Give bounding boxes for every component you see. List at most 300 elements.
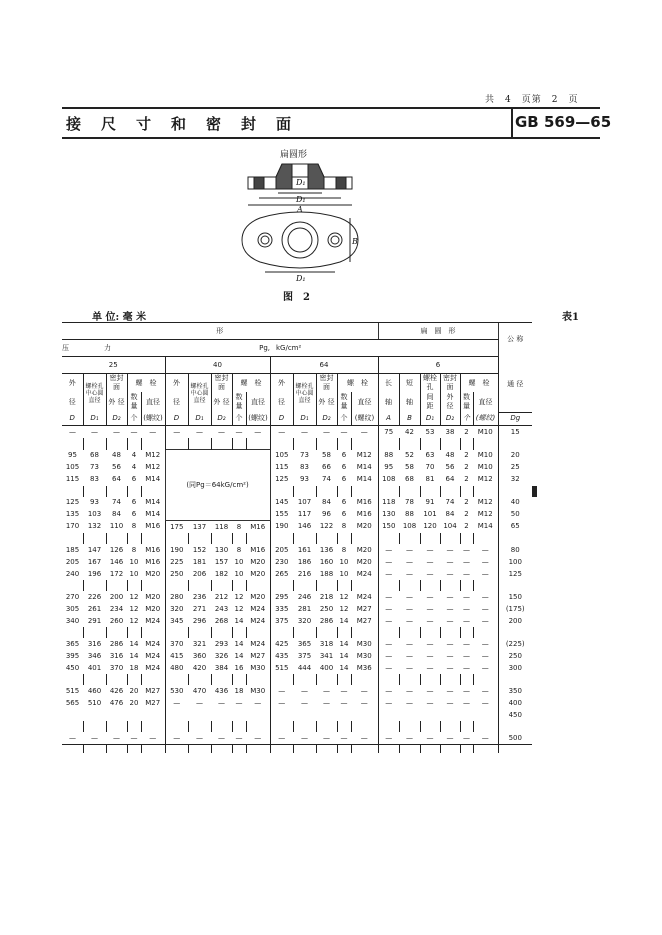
gap-cell xyxy=(473,721,498,732)
cell-p64-1: 93 xyxy=(300,475,309,483)
cell-p25-3: 18 xyxy=(129,663,139,672)
cell-p64-1: 444 xyxy=(297,663,312,672)
cell-p6-3: — xyxy=(446,733,454,742)
gap-cell xyxy=(141,721,165,732)
cell-p6-3: — xyxy=(446,604,454,613)
cell-p64-1: — xyxy=(301,686,308,695)
cell-p25-1: 291 xyxy=(87,616,102,625)
cell-p64-1: — xyxy=(301,427,308,436)
gap-cell xyxy=(420,580,440,591)
cell-p25-4: M14 xyxy=(145,498,161,506)
cell-p40-0: 480 xyxy=(165,662,188,674)
cell-p40-3: — xyxy=(235,427,243,436)
group-p6: 6 xyxy=(378,357,498,374)
cell-p40-1: 360 xyxy=(192,651,207,660)
cell-p40-1: — xyxy=(196,427,203,436)
gap-cell xyxy=(351,438,378,450)
cell-p40-4: — xyxy=(254,733,262,742)
gap-cell xyxy=(399,580,420,591)
cell-p6-1: 52 xyxy=(405,451,414,459)
cell-p6-3: — xyxy=(446,545,454,554)
cell-dg: 400 xyxy=(498,697,532,709)
cell-p25-0: 515 xyxy=(65,686,80,695)
cell-p64-1: 281 xyxy=(297,604,312,613)
cell-p6-3: — xyxy=(446,698,454,707)
gap-cell xyxy=(141,674,165,685)
cell-p64-1: 117 xyxy=(297,510,312,518)
cell-p25-4: M27 xyxy=(145,686,161,695)
cell-p6-1: — xyxy=(406,733,413,742)
gap-cell xyxy=(83,533,106,544)
col-bolts: 螺 栓 xyxy=(337,374,378,393)
cell-p25-0: 365 xyxy=(65,639,80,648)
cell-p40-4: M20 xyxy=(250,557,266,566)
col-bolt-dia: 直径 xyxy=(246,392,270,412)
table-end xyxy=(337,745,351,754)
cell-p6-5: — xyxy=(481,663,489,672)
table-end xyxy=(188,745,211,754)
cell-p64-2: 160 xyxy=(319,557,334,566)
col-outer-dia: 外 xyxy=(68,378,76,387)
table-number: 表1 xyxy=(562,312,579,323)
cell-p25-0: 185 xyxy=(65,545,80,554)
gap-cell xyxy=(316,486,337,497)
gap-cell xyxy=(188,580,211,591)
gap-cell xyxy=(62,721,83,732)
cell-p6-2: — xyxy=(426,733,434,742)
table-end xyxy=(127,745,141,754)
cell-p40-2: 243 xyxy=(214,604,229,613)
cell-p40-2: 157 xyxy=(214,557,229,566)
cell-p25-1: 261 xyxy=(87,604,102,613)
cell-p25-0: 305 xyxy=(65,604,80,613)
cell-p64-2: 74 xyxy=(322,475,331,483)
col-bolt-dia: 直径 xyxy=(141,392,165,412)
cell-p6-1 xyxy=(399,709,420,721)
cell-p6-1: 68 xyxy=(405,475,414,483)
cell-p25-4: M24 xyxy=(145,663,161,672)
gap-cell xyxy=(473,438,498,450)
cell-p6-3: 74 xyxy=(445,498,455,506)
cell-p64-3: 12 xyxy=(339,592,349,601)
gap-cell xyxy=(106,627,127,638)
cell-p40-0 xyxy=(165,709,188,721)
cell-p64-0: 295 xyxy=(270,591,293,603)
gap-cell xyxy=(460,674,473,685)
cell-p64-3: — xyxy=(340,427,348,436)
cell-p6-3: — xyxy=(446,569,454,578)
sym-d: D xyxy=(165,412,188,426)
cell-p6-4: — xyxy=(463,686,470,695)
cell-p25-4: — xyxy=(149,427,157,436)
cell-p40-0: 370 xyxy=(165,638,188,650)
gap-cell xyxy=(232,533,246,544)
gap-cell xyxy=(378,721,399,732)
cell-p64-4: M30 xyxy=(356,651,372,660)
cell-p6-4: — xyxy=(463,592,470,601)
col-bolts: 螺 栓 xyxy=(127,374,165,393)
cell-p40-2: 212 xyxy=(214,592,229,601)
cell-p64-3: 8 xyxy=(341,522,347,531)
cell-p64-4: M20 xyxy=(356,557,372,566)
gap-cell xyxy=(270,580,293,591)
cell-p64-4: M27 xyxy=(356,604,372,613)
cell-p25-2: 64 xyxy=(112,475,121,483)
group-p40: 40 xyxy=(165,357,270,374)
gap-cell xyxy=(165,580,188,591)
cell-p6-1: 58 xyxy=(405,463,414,471)
col-long-axis: 长 xyxy=(378,374,399,393)
gap-cell xyxy=(165,627,188,638)
cell-p6-1: 42 xyxy=(405,427,414,436)
gap-cell xyxy=(106,674,127,685)
cell-p40-2: 384 xyxy=(214,663,229,672)
gap-cell xyxy=(498,580,532,591)
gap-cell xyxy=(127,438,141,450)
cell-p6-0: 150 xyxy=(378,521,399,534)
cell-p6-3: — xyxy=(446,651,454,660)
table-row xyxy=(62,426,537,439)
table-row xyxy=(62,474,537,486)
cell-p40-1: 206 xyxy=(192,569,207,578)
cell-p40-0: 175 xyxy=(165,521,188,534)
cell-p40-4: M16 xyxy=(250,522,266,531)
cell-p40-1: — xyxy=(196,698,203,707)
gap-cell xyxy=(337,486,351,497)
cell-p40-1: 321 xyxy=(192,639,207,648)
cell-p25-0: 135 xyxy=(65,510,80,518)
cell-p64-4: M14 xyxy=(356,475,372,483)
table-row xyxy=(62,685,537,697)
cell-p6-1: — xyxy=(406,686,413,695)
cell-p64-4: — xyxy=(360,427,368,436)
gap-cell xyxy=(399,674,420,685)
col-oval-seal: 密封面 xyxy=(440,374,460,393)
cell-p25-3: 12 xyxy=(129,604,139,613)
gap-cell xyxy=(293,674,316,685)
gap-cell xyxy=(83,438,106,450)
cell-p6-4: 2 xyxy=(464,427,469,436)
cell-p6-3: — xyxy=(446,639,454,648)
cell-p6-3 xyxy=(440,709,460,721)
cell-p40-2: 436 xyxy=(214,686,229,695)
gap-cell xyxy=(62,438,83,450)
cell-p6-2: — xyxy=(426,557,434,566)
cell-p25-1: 460 xyxy=(87,686,102,695)
col-seal-outer: 外 径 xyxy=(316,392,337,412)
cell-p64-1: — xyxy=(301,698,308,707)
cell-p6-1: — xyxy=(406,663,413,672)
cell-p6-3: — xyxy=(446,663,454,672)
cell-p6-0: — xyxy=(378,685,399,697)
gap-cell xyxy=(498,674,532,685)
cell-p64-4: M16 xyxy=(356,498,372,506)
cell-p25-3: — xyxy=(130,733,138,742)
label-a: A xyxy=(297,205,303,214)
cell-p6-2: 91 xyxy=(425,498,435,506)
cell-p40-4: M24 xyxy=(250,639,266,648)
table-end xyxy=(293,745,316,754)
cell-p6-1: 78 xyxy=(405,498,414,506)
gap-cell xyxy=(378,674,399,685)
gap-cell xyxy=(246,533,270,544)
gap-cell xyxy=(316,438,337,450)
cell-p64-1: 161 xyxy=(297,545,312,554)
gap-cell xyxy=(127,674,141,685)
cell-p64-3: 14 xyxy=(339,663,349,672)
cell-p40-0: 250 xyxy=(165,568,188,580)
cell-p64-2: 341 xyxy=(319,651,334,660)
cell-p6-4: — xyxy=(463,651,470,660)
label-d1b: D₁ xyxy=(296,195,306,204)
gap-cell xyxy=(351,674,378,685)
cell-p40-3: 14 xyxy=(234,639,244,648)
col-bolt-qty: 数量 xyxy=(232,392,246,412)
gap-cell xyxy=(420,627,440,638)
gap-cell xyxy=(188,721,211,732)
cell-p40-1: 470 xyxy=(192,686,207,695)
document-title: 接尺寸和密封面 xyxy=(66,115,312,133)
cell-p64-2: 58 xyxy=(322,451,331,459)
gap-cell xyxy=(83,580,106,591)
cell-p64-4: M24 xyxy=(356,569,372,578)
table-row xyxy=(62,603,537,615)
col-bolt-circle: 螺栓孔中心圆直径 xyxy=(293,374,316,413)
cell-p25-1: 147 xyxy=(87,545,102,554)
cell-p40-3: 10 xyxy=(234,569,244,578)
cell-p40-3: 14 xyxy=(234,616,244,625)
gap-cell xyxy=(165,438,188,450)
cell-p6-4: — xyxy=(463,733,470,742)
col-seal-face: 密封面 xyxy=(316,374,337,393)
gap-cell xyxy=(440,580,460,591)
cell-p6-5: M12 xyxy=(477,498,493,506)
col-bolt-dia: 直径 xyxy=(351,392,378,412)
table-end xyxy=(83,745,106,754)
cell-p64-3: 6 xyxy=(341,463,347,471)
cell-p64-3: 14 xyxy=(339,639,349,648)
gap-cell xyxy=(378,533,399,544)
cell-p25-0: — xyxy=(69,733,76,742)
gap-cell xyxy=(399,721,420,732)
sym-qty: 个 xyxy=(232,412,246,426)
cell-p25-1: 401 xyxy=(87,663,102,672)
gap-cell xyxy=(378,627,399,638)
label-d1: D₁ xyxy=(296,178,306,187)
cell-p6-2: — xyxy=(426,663,434,672)
cell-p64-4: M24 xyxy=(356,592,372,601)
cell-p40-0: — xyxy=(165,697,188,709)
gap-cell xyxy=(440,533,460,544)
cell-p25-3: 6 xyxy=(131,475,137,483)
cell-dg: 40 xyxy=(498,497,532,509)
col-oval-bolts: 螺 栓 xyxy=(460,374,498,393)
cell-p64-2: — xyxy=(323,427,330,436)
cell-p64-4: — xyxy=(360,733,368,742)
cell-p64-3 xyxy=(337,709,351,721)
cell-p6-2: — xyxy=(426,686,434,695)
cell-p40-4: M24 xyxy=(250,616,266,625)
cell-p64-2: 400 xyxy=(319,663,334,672)
cell-p25-3: 4 xyxy=(131,451,137,459)
header-nominal: 公 称 xyxy=(498,323,532,357)
gap-cell xyxy=(316,721,337,732)
gap-cell xyxy=(316,533,337,544)
cell-p64-3: 6 xyxy=(341,498,347,506)
cell-dg: 32 xyxy=(498,474,532,486)
label-d4: D₁ xyxy=(296,274,306,283)
gap-cell xyxy=(536,486,537,497)
col-short-axis: 短 xyxy=(399,374,420,393)
cell-p25-3: 12 xyxy=(129,592,139,601)
gap-cell xyxy=(337,438,351,450)
cell-p6-1: — xyxy=(406,569,413,578)
sym-d1: D₁ xyxy=(188,412,211,426)
gap-cell xyxy=(232,721,246,732)
table-end xyxy=(211,745,232,754)
cell-p6-0: 108 xyxy=(378,474,399,486)
bolt-hole-right-inner xyxy=(331,236,339,244)
table-row xyxy=(62,568,537,580)
cell-p25-2: 260 xyxy=(109,616,124,625)
cell-p64-0: — xyxy=(270,685,293,697)
cell-p64-1: 246 xyxy=(297,592,312,601)
header-oval: 扁 圆 形 xyxy=(378,323,498,340)
cell-p25-3: 20 xyxy=(129,686,139,695)
cell-p6-5: — xyxy=(481,592,489,601)
cell-p25-2: 172 xyxy=(109,569,124,578)
cell-p25-1 xyxy=(83,709,106,721)
header-rule-bottom xyxy=(62,137,600,139)
cell-p64-4: M27 xyxy=(356,616,372,625)
gap-cell xyxy=(399,627,420,638)
cell-p25-0: 240 xyxy=(65,569,80,578)
gap-cell xyxy=(141,580,165,591)
gap-cell xyxy=(127,580,141,591)
table-end xyxy=(498,745,532,754)
table-end xyxy=(399,745,420,754)
gap-cell xyxy=(246,721,270,732)
cell-p64-3: 8 xyxy=(341,545,347,554)
cell-p25-1: 346 xyxy=(87,651,102,660)
table-end xyxy=(440,745,460,754)
gap-cell xyxy=(246,580,270,591)
cell-p64-2: 84 xyxy=(322,498,331,506)
cell-p6-5: — xyxy=(481,604,489,613)
cell-p6-0: 130 xyxy=(378,509,399,521)
gap-cell xyxy=(62,580,83,591)
col-bolts: 螺 栓 xyxy=(232,374,270,393)
cell-dg: 500 xyxy=(498,732,532,745)
cell-p64-2: 96 xyxy=(322,510,331,518)
cell-p40-0: 345 xyxy=(165,615,188,627)
cell-p6-3: 56 xyxy=(445,463,455,471)
cell-p64-2: 66 xyxy=(322,463,331,471)
sym-d: D xyxy=(270,412,293,426)
col-oval-dia: 直径 xyxy=(473,392,498,412)
cell-p6-5 xyxy=(473,709,498,721)
gap-cell xyxy=(316,627,337,638)
cell-p64-2: 318 xyxy=(319,639,334,648)
cell-p6-4: 2 xyxy=(464,522,469,531)
bolt-hole-section-right xyxy=(336,177,346,189)
gap-cell xyxy=(106,580,127,591)
table-end xyxy=(420,745,440,754)
cell-p6-5: — xyxy=(481,569,489,578)
gap-cell xyxy=(337,627,351,638)
col-hole-spacing: 螺栓孔 xyxy=(420,374,440,393)
table-row xyxy=(62,662,537,674)
cell-p25-1: — xyxy=(91,427,98,436)
cell-p40-1: 181 xyxy=(192,557,207,566)
cell-p25-4: M24 xyxy=(145,651,161,660)
cell-p6-2: — xyxy=(426,698,434,707)
col-dia: 径 xyxy=(270,392,293,412)
cell-p25-2: 286 xyxy=(109,639,124,648)
figure-caption: 图 2 xyxy=(283,292,310,303)
cell-p6-5: M10 xyxy=(477,427,493,436)
cell-dg: 50 xyxy=(498,509,532,521)
cell-p25-3: 8 xyxy=(131,545,137,554)
gap-cell xyxy=(498,533,532,544)
cell-dg: 150 xyxy=(498,591,532,603)
sym-oval-qty: 个 xyxy=(460,412,473,426)
cell-p6-3: 104 xyxy=(443,522,457,531)
col-bolt-qty: 数量 xyxy=(337,392,351,412)
cell-p64-1: 83 xyxy=(300,463,309,471)
cell-p40-4: M20 xyxy=(250,592,266,601)
cell-p6-3: 48 xyxy=(445,451,455,459)
cell-p25-4: M16 xyxy=(145,522,161,531)
col-bolt-circle: 螺栓孔中心圆直径 xyxy=(83,374,106,413)
cell-p40-0: 320 xyxy=(165,603,188,615)
cell-p64-2: — xyxy=(323,733,330,742)
cell-p6-5: — xyxy=(481,639,489,648)
cell-p6-3: 38 xyxy=(445,427,455,436)
gap-cell xyxy=(270,674,293,685)
cell-p6-0: — xyxy=(378,591,399,603)
gap-cell xyxy=(293,438,316,450)
table-end xyxy=(141,745,165,754)
gap-cell xyxy=(62,533,83,544)
cell-p25-2: 48 xyxy=(112,451,121,459)
cell-p25-0: 205 xyxy=(65,557,80,566)
cell-p25-0 xyxy=(62,709,83,721)
gap-cell xyxy=(399,486,420,497)
table-row xyxy=(62,638,537,650)
gap-cell xyxy=(62,486,83,497)
cell-p64-1: 146 xyxy=(297,522,312,531)
sym-thread: (螺纹) xyxy=(141,412,165,426)
gap-cell xyxy=(165,674,188,685)
gap-cell xyxy=(293,627,316,638)
cell-p6-3: — xyxy=(446,592,454,601)
cell-p6-0: 88 xyxy=(378,450,399,462)
cell-p6-4: 2 xyxy=(464,498,469,506)
cell-p6-3: — xyxy=(446,557,454,566)
cell-dg: 250 xyxy=(498,650,532,662)
table-row xyxy=(62,462,537,474)
cell-p64-0: 335 xyxy=(270,603,293,615)
cell-p25-2: — xyxy=(113,427,120,436)
table-row xyxy=(62,556,537,568)
cell-p6-1: — xyxy=(406,651,413,660)
cell-p25-2: 74 xyxy=(112,498,121,506)
gap-cell xyxy=(270,438,293,450)
cell-p6-3: 84 xyxy=(445,510,455,518)
cell-p64-3: — xyxy=(340,733,348,742)
cell-p6-0: — xyxy=(378,732,399,745)
